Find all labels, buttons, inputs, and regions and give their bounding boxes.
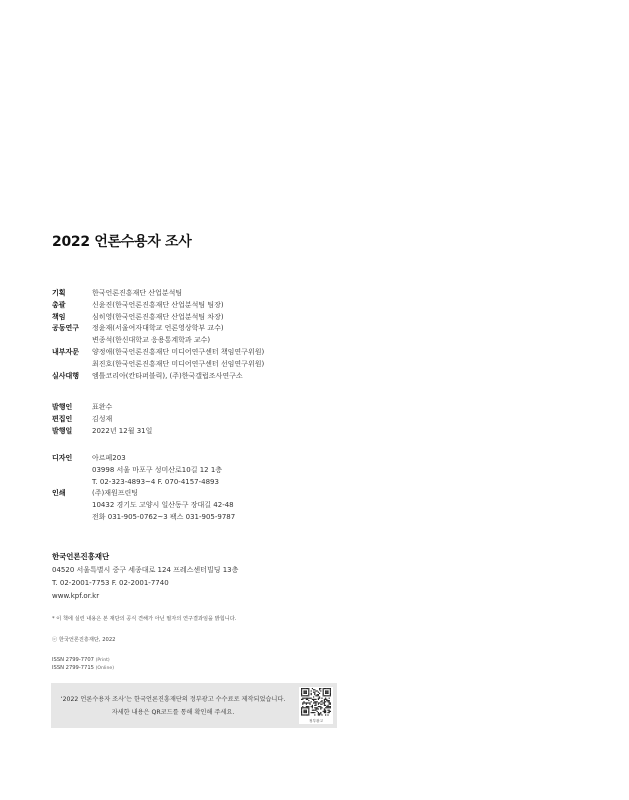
disclaimer: * 이 책에 실린 내용은 본 재단의 공식 견해가 아닌 필자의 연구결과임을 밝힙니다. (52, 616, 237, 622)
publisher-phone: T. 02-2001-7753 F. 02-2001-7740 (52, 579, 169, 587)
credits-label: 실사대행 (52, 371, 80, 380)
credits-value: 신윤진(한국언론진흥재단 산업분석팀 팀장) (92, 300, 224, 309)
publishing-value: 김성재 (92, 414, 113, 423)
publishing-label: 발행일 (52, 426, 73, 435)
credits-value: 엠틀코리아(칸타퍼블릭), (주)한국갤럽조사연구소 (92, 371, 243, 380)
credits-value: 정윤재(서울여자대학교 언론영상학부 교수) (92, 324, 224, 333)
qr-code-icon[interactable] (299, 687, 333, 724)
production-value: 03998 서울 마포구 성미산로10길 12 1층 (92, 465, 223, 474)
credits-label: 공동연구 (52, 324, 80, 333)
issn-online-number: ISSN 2799-7715 (52, 665, 94, 671)
publisher-website[interactable]: www.kpf.or.kr (52, 592, 100, 600)
publishing-label: 편집인 (52, 414, 73, 423)
production-value: 10432 경기도 고양시 일산동구 장대길 42-48 (92, 501, 234, 510)
publishing-label: 발행인 (52, 403, 73, 411)
publisher-address: 04520 서울특별시 중구 세종대로 124 프레스센터빌딩 13층 (52, 566, 239, 574)
publisher-name: 한국언론진흥재단 (52, 552, 110, 561)
production-value: 전화 031-905-0762~3 팩스 031-905-9787 (92, 512, 236, 521)
credits-value: 양정애(한국언론진흥재단 미디어연구센터 책임연구위원) (92, 348, 265, 356)
notice-line-1: ‘2022 언론수용자 조사’는 한국언론진흥재단의 정부광고 수수료로 제작되었습니다. (60, 696, 286, 703)
credits-label: 내부자문 (52, 348, 80, 356)
credits-value: 한국언론진흥재단 산업분석팀 (92, 289, 183, 297)
document-title: 2022 언론수용자 조사 (52, 234, 192, 250)
credits-value: 최진호(한국언론진흥재단 미디어연구센터 선임연구위원) (92, 359, 265, 368)
ad-notice-box (51, 683, 337, 728)
production-label: 디자인 (52, 454, 73, 462)
production-value: T. 02-323-4893~4 F. 070-4157-4893 (92, 477, 219, 486)
credits-value: 심히영(한국언론진흥재단 산업분석팀 차장) (92, 312, 224, 321)
issn-print-number: ISSN 2799-7707 (52, 657, 94, 663)
copyright: ⓒ 한국언론진흥재단, 2022 (52, 637, 116, 643)
credits-label: 총괄 (52, 300, 66, 309)
publishing-value: 2022년 12월 31일 (92, 426, 153, 435)
production-value: 아르페203 (92, 454, 126, 462)
notice-line-2: 자세한 내용은 QR코드를 통해 확인해 주세요. (111, 709, 235, 716)
issn-online-tag: (Online) (95, 666, 114, 671)
credits-value: 변종석(한신대학교 응용통계학과 교수) (92, 336, 211, 345)
issn-print-tag: (Print) (95, 658, 110, 663)
credits-label: 기획 (52, 289, 66, 297)
production-label: 인쇄 (52, 489, 66, 498)
production-value: (주)재원프린팅 (92, 489, 139, 498)
publishing-value: 표완수 (92, 403, 113, 411)
qr-caption: 정부광고 (309, 719, 323, 723)
issn-online (52, 663, 114, 674)
credits-label: 책임 (52, 312, 66, 321)
